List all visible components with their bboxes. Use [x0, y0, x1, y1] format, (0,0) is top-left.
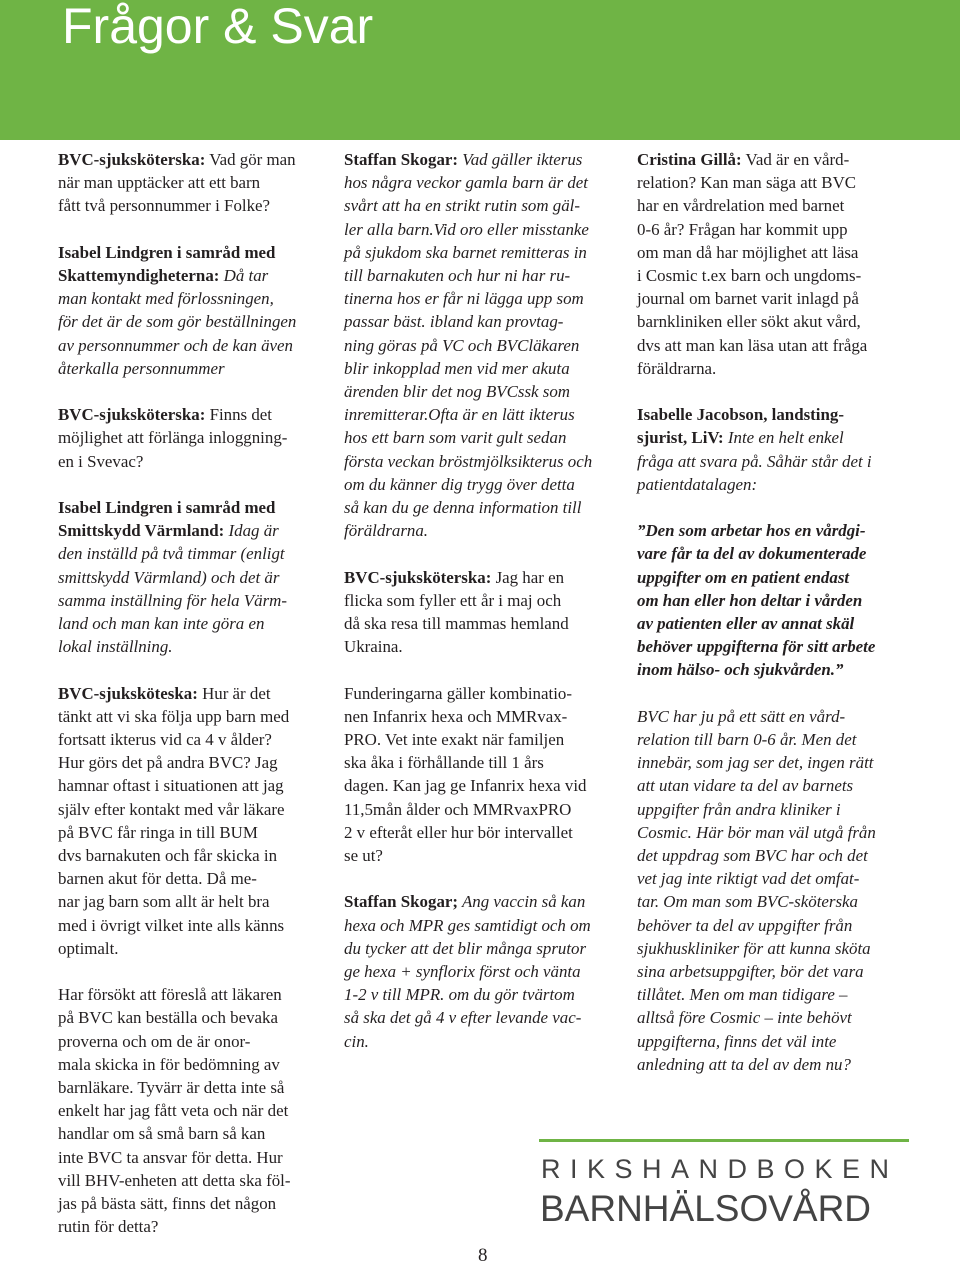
column-3: [637, 148, 909, 1099]
answer-paragraph: [344, 148, 620, 542]
answer-text: Vad gäller ikterus hos några veckor gamla barn är det svårt att ha en strikt rutin som gäl- ler alla barn.Vid oro eller misstanke på sjukdom ska barnet remitteras in till barnakuten och hur ni har ru- tinerna hos er får ni lägga upp som passar bäst. ibland kan provtag- ning göras på VC och BVCläkaren blir inkopplad men vid mer akuta ärenden blir det nog BVCssk som inremitterar.Ofta är en lätt ikterus hos ett barn som varit gult sedan första veckan bröstmjölksikterus och om du känner dig trygg över detta så kan du ge denna information till föräldrarna.: [344, 150, 593, 541]
logo-line-2: BARNHÄLSOVÅRD: [540, 1188, 872, 1229]
speaker-name: Staffan Skogar;: [344, 892, 459, 912]
question-continuation: Har försökt att föreslå att läkaren på BVC kan beställa och bevaka proverna och om de är onor- mala skicka in för bedömning av barnläkare. Tyvärr är detta inte så enkelt har jag fått veta och när det handlar om så små barn så kan inte BVC ta ansvar för detta. Hur vill BHV-enheten att detta ska föl- jas på bästa sätt, finns det någon rutin för detta?: [58, 985, 291, 1237]
answer-text: Inte en helt enkel fråga att svara på. Såhär står det i patientdatalagen:: [637, 428, 872, 494]
logo-line-1: RIKSHANDBOKEN: [541, 1154, 899, 1184]
question-paragraph: [344, 566, 620, 659]
header-banner: [0, 0, 960, 140]
question-paragraph: [58, 682, 330, 960]
speaker-name: BVC-sjuksköteska:: [58, 683, 198, 703]
column-2: [344, 148, 620, 1076]
speaker-name: Isabel Lindgren i samråd med Skattemyndigheterna:: [58, 242, 276, 285]
law-quote: ”Den som arbetar hos en vårdgi- vare får ta del av dokumenterade uppgifter om en patient endast om han eller hon deltar i vården av patienten eller av annat skäl behöver uppgifterna för sitt arbete inom hälso- och sjukvården.”: [637, 521, 876, 680]
answer-paragraph: [637, 403, 909, 496]
speaker-name: Staffan Skogar:: [344, 150, 459, 169]
question-text: Jag har en flicka som fyller ett år i maj och då ska resa till mammas hemland Ukraina.: [344, 567, 569, 657]
page-title: Frågor & Svar: [62, 0, 374, 54]
question-paragraph: [58, 403, 330, 473]
column-1: [58, 148, 330, 1262]
question-paragraph: [637, 148, 909, 380]
question-text: Finns det möjlighet att förlänga inloggning- en i Svevac?: [58, 405, 288, 471]
answer-paragraph: [58, 496, 330, 658]
speaker-name: BVC-sjuksköterska:: [58, 405, 206, 425]
question-text: Vad är en vård- relation? Kan man säga att BVC har en vårdrelation med barnet 0-6 år? Frågan har kommit upp om man då har möjlighet att läsa i Cosmic t.ex barn och ungdoms- journal om barnet varit inlagd på barnkliniken eller sökt akut vård, dvs att man kan läsa utan att fråga föräldrarna.: [637, 150, 868, 378]
logo-rule: [539, 1139, 909, 1142]
speaker-name: BVC-sjuksköterska:: [58, 150, 206, 169]
speaker-name: BVC-sjuksköterska:: [344, 567, 492, 587]
answer-text: BVC har ju på ett sätt en vård- relation till barn 0-6 år. Men det innebär, som jag ser det, ingen rätt att utan vidare ta del av barnets uppgifter från andra kliniker i Cosmic. Här bör man väl utgå från det uppdrag som BVC har och det vet jag inte riktigt vad det omfat- tar. Om man som BVC-sköterska behöver ta del av uppgifter från sjukhuskliniker för att kunna sköta sina arbetsuppgifter, bör det vara tillåtet. Men om man tidigare – alltså före Cosmic – inte behövt uppgifterna, finns det väl inte anledning att ta del av dem nu?: [637, 706, 876, 1074]
answer-text: Då tar man kontakt med förlossningen, för det är de som gör beställningen av personnummer och de kan även återkalla personnummer: [58, 266, 297, 378]
answer-paragraph: [344, 890, 620, 1052]
page-number: 8: [478, 1245, 488, 1266]
question-paragraph: [58, 148, 330, 218]
speaker-name: Cristina Gillå:: [637, 150, 742, 169]
question-text: Vad gör man när man upptäcker att ett barn fått två personnummer i Folke?: [58, 150, 296, 216]
question-text: Hur är det tänkt att vi ska följa upp barn med fortsatt ikterus vid ca 4 v ålder? Hur görs det på andra BVC? Jag hamnar oftast i situationen att jag själv efter kontakt med vår läkare på BVC får ringa in till BUM dvs barnakuten och får skicka in barnen akut för detta. Då me- nar jag barn som allt är helt bra med i övrigt vilket inte alls känns optimalt.: [58, 683, 290, 958]
answer-continuation: [637, 705, 909, 1076]
speaker-name: Isabel Lindgren i samråd med Smittskydd Värmland:: [58, 498, 276, 541]
answer-text: Ang vaccin så kan hexa och MPR ges samtidigt och om du tycker att det blir många sprutor ge hexa + synflorix först och vänta 1-2 v till MPR. om du gör tvärtom så ska det gå 4 v efter levande vac- cin.: [344, 892, 591, 1051]
question-continuation: Funderingarna gäller kombinatio- nen Infanrix hexa och MMRvax- PRO. Vet inte exakt när familjen ska åka i förhållande till 1 års dagen. Kan jag ge Infanrix hexa vid 11,5mån ålder och MMRvaxPRO 2 v efteråt eller hur bör intervallet se ut?: [344, 683, 587, 866]
answer-paragraph: [58, 241, 330, 380]
answer-text: Idag är den inställd på två timmar (enligt smittskydd Värmland) och det är samma inställning för hela Värm- land och man kan inte göra en lokal inställning.: [58, 521, 287, 657]
speaker-name: Isabelle Jacobson, landsting- sjurist, LiV:: [637, 405, 844, 448]
